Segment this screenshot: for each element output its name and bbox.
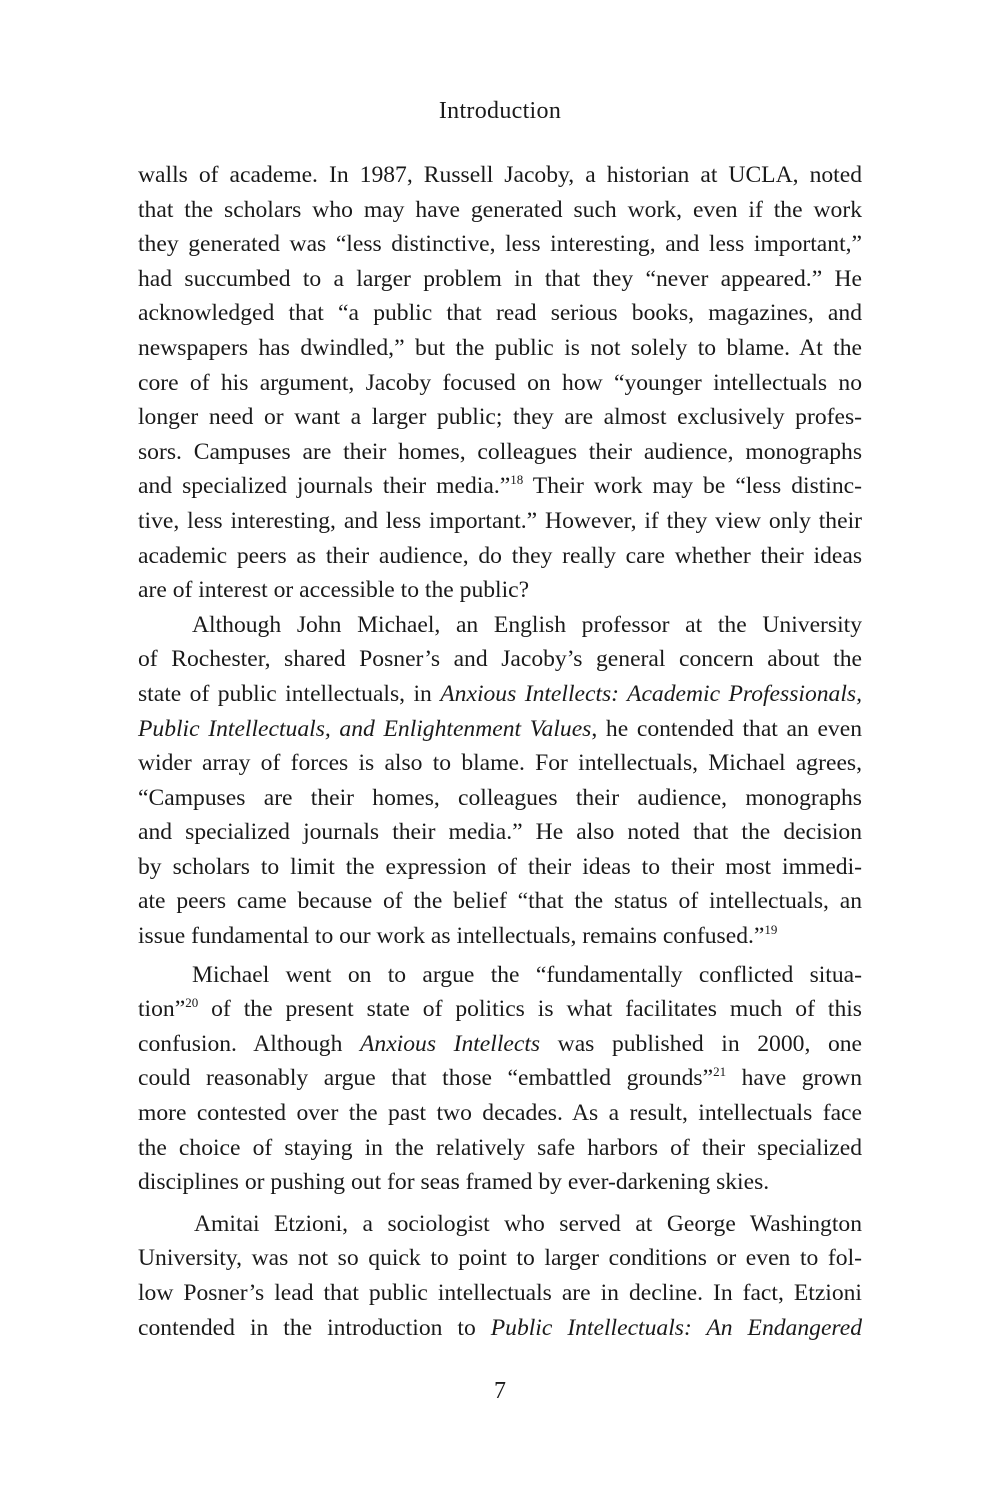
text-line — [138, 919, 862, 954]
body-text — [138, 158, 862, 1345]
footnote-marker: 18 — [510, 472, 524, 488]
book-title: Anxious Intellects: Academic Professionals, — [440, 680, 862, 707]
text-line: low Posner’s lead that public intellectuals are in decline. In fact, Etzioni — [138, 1280, 862, 1306]
text-segment: and specialized journals their media.” — [138, 473, 511, 500]
text-segment: contended in the introduction to — [138, 1314, 491, 1341]
text-line: University, was not so quick to point to larger conditions or even to fol- — [138, 1245, 862, 1272]
text-segment: have grown — [726, 1065, 863, 1092]
text-line — [138, 1061, 862, 1096]
text-segment: issue fundamental to our work as intellectuals, remains confused.” — [138, 923, 765, 950]
text-line — [138, 712, 862, 747]
text-line: more contested over the past two decades. As a result, intellectuals face — [138, 1100, 862, 1127]
text-line: are of interest or accessible to the public? — [138, 577, 530, 604]
text-line: core of his argument, Jacoby focused on how “younger intellectuals no — [138, 369, 862, 396]
text-line — [138, 469, 862, 504]
text-segment: was published in 2000, one — [540, 1030, 863, 1057]
text-line — [138, 1027, 862, 1062]
text-line: Amitai Etzioni, a sociologist who served at George Washington — [194, 1210, 862, 1237]
book-title: Public Intellectuals: An Endangered — [490, 1314, 862, 1341]
text-segment: Their work may be “less distinc- — [523, 473, 862, 500]
text-line: sors. Campuses are their homes, colleagues their audience, monographs — [138, 438, 862, 465]
text-line — [138, 1311, 862, 1346]
text-line: newspapers has dwindled,” but the public is not solely to blame. At the — [138, 334, 862, 361]
text-line: they generated was “less distinctive, less interesting, and less important,” — [138, 231, 862, 258]
running-head: Introduction — [438, 98, 562, 124]
text-line: wider array of forces is also to blame. For intellectuals, Michael agrees, — [138, 750, 862, 777]
text-segment: state of public intellectuals, in — [138, 680, 441, 707]
text-line: longer need or want a larger public; they are almost exclusively profes- — [138, 404, 862, 431]
text-line: had succumbed to a larger problem in that they “never appeared.” He — [138, 265, 862, 292]
footnote-marker: 20 — [185, 995, 199, 1011]
paragraph-1 — [138, 158, 862, 608]
page-number: 7 — [494, 1378, 506, 1404]
text-segment: , he contended that an even — [591, 715, 862, 742]
book-title: Anxious Intellects — [359, 1030, 541, 1057]
text-line: academic peers as their audience, do they really care whether their ideas — [138, 542, 862, 569]
text-line: “Campuses are their homes, colleagues their audience, monographs — [138, 784, 862, 811]
text-segment: tion” — [138, 996, 186, 1023]
text-line: tive, less interesting, and less important.” However, if they view only their — [138, 507, 862, 534]
text-line: that the scholars who may have generated such work, even if the work — [138, 196, 862, 223]
text-line: Michael went on to argue the “fundamentally conflicted situa- — [192, 961, 862, 988]
text-line: of Rochester, shared Posner’s and Jacoby’s general concern about the — [138, 646, 862, 673]
text-segment: of the present state of politics is what facilitates much of this — [198, 996, 862, 1023]
book-title: Public Intellectuals, and Enlightenment Values — [138, 715, 592, 742]
text-line — [138, 992, 862, 1027]
text-line: ate peers came because of the belief “that the status of intellectuals, an — [138, 888, 862, 915]
paragraph-3 — [138, 958, 862, 1200]
text-line: by scholars to limit the expression of their ideas to their most immedi- — [138, 853, 862, 880]
paragraph-spacing — [138, 1200, 862, 1207]
text-line: the choice of staying in the relatively safe harbors of their specialized — [138, 1134, 862, 1161]
text-line: acknowledged that “a public that read serious books, magazines, and — [138, 300, 862, 327]
text-line — [138, 677, 862, 712]
footnote-marker: 21 — [713, 1064, 727, 1080]
text-line: and specialized journals their media.” He also noted that the decision — [138, 819, 862, 846]
text-segment: confusion. Although — [138, 1030, 360, 1057]
paragraph-2 — [138, 608, 862, 954]
text-line: walls of academe. In 1987, Russell Jacoby, a historian at UCLA, noted — [138, 162, 862, 188]
footnote-marker: 19 — [764, 922, 778, 938]
text-line: Although John Michael, an English professor at the University — [192, 611, 862, 638]
paragraph-4 — [138, 1207, 862, 1345]
text-line: disciplines or pushing out for seas framed by ever-darkening skies. — [138, 1169, 770, 1196]
text-segment: could reasonably argue that those “embattled grounds” — [138, 1065, 714, 1092]
